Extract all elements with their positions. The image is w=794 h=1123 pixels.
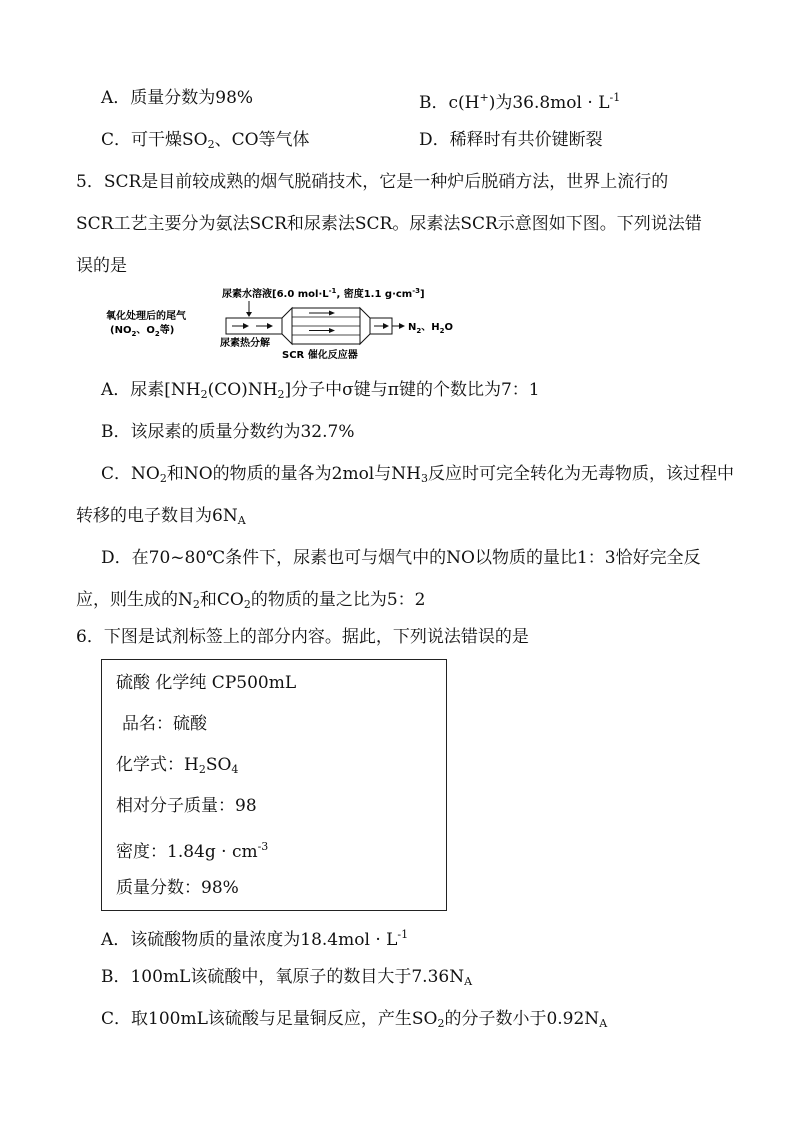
diagram-decomposition-label: 尿素热分解 bbox=[220, 338, 270, 349]
q6-stem: 6．下图是试剂标签上的部分内容。据此，下列说法错误的是 bbox=[76, 627, 529, 647]
q6-option-c: C．取100mL该硫酸与足量铜反应，产生$SO_2$的分子数小于$0.92N_A$ bbox=[101, 1009, 608, 1030]
q4-option-b: B．c(H+)为$36.8mol \cdot L^{-1}$ bbox=[419, 91, 621, 113]
reagent-label-box bbox=[101, 659, 447, 911]
q4-option-c: C．可干燥$SO_2$、CO等气体 bbox=[101, 130, 310, 151]
q5-stem-line1: 5．SCR是目前较成熟的烟气脱硝技术，它是一种炉后脱硝方法，世界上流行的 bbox=[76, 172, 669, 192]
diagram-top-label: 尿素水溶液[6.0 $mol\cdot L^{-1}$, 密度1.1 $g\cdot cm^{-3}$] bbox=[222, 287, 425, 300]
q5-stem-line2: SCR工艺主要分为氨法SCR和尿素法SCR。尿素法SCR示意图如下图。下列说法错 bbox=[76, 214, 702, 234]
diagram-input-label: 氧化处理后的尾气 bbox=[106, 311, 186, 322]
label-line-molar-mass: 相对分子质量：98 bbox=[116, 796, 257, 816]
q6-option-b: B．100mL该硫酸中，氧原子的数目大于$7.36N_A$ bbox=[101, 967, 473, 988]
q5-option-c-line2: 转移的电子数目为$6N_A$ bbox=[76, 506, 246, 527]
label-line-formula: 化学式：$H_2SO_4$ bbox=[116, 755, 239, 776]
diagram-output-label: $N_2$、$H_2O$ bbox=[408, 322, 454, 335]
scr-diagram bbox=[104, 284, 464, 364]
q5-option-d-line1: D．在70~80℃条件下，尿素也可与烟气中的NO以物质的量比1：3恰好完全反 bbox=[101, 548, 701, 568]
q5-stem-line3: 误的是 bbox=[76, 256, 127, 276]
label-line-name: 品名：硫酸 bbox=[122, 714, 207, 734]
q4-option-d: D．稀释时有共价键断裂 bbox=[419, 130, 603, 150]
label-line-mass-fraction: 质量分数：98% bbox=[116, 878, 239, 898]
q5-option-a: A．尿素$[NH_2(CO)NH_2]$分子中σ键与π键的个数比为7：1 bbox=[101, 380, 540, 401]
q5-option-b: B．该尿素的质量分数约为32.7% bbox=[101, 422, 355, 442]
diagram-input-sub-label: ($NO_2$、$O_2$等) bbox=[110, 325, 175, 338]
q5-option-c-line1: C．$NO_2$和NO的物质的量各为2mol与$NH_3$反应时可完全转化为无毒物质，该过程中 bbox=[101, 464, 734, 485]
q5-option-d-line2: 应，则生成的$N_2$和$CO_2$的物质的量之比为5：2 bbox=[76, 590, 426, 611]
q6-option-a: A．该硫酸物质的量浓度为$18.4mol \cdot L^{-1}$ bbox=[101, 928, 409, 950]
injection-arrowhead bbox=[246, 312, 252, 317]
label-line-density: 密度：$1.84g \cdot cm^{-3}$ bbox=[116, 840, 269, 862]
label-line-title: 硫酸 化学纯 CP500mL bbox=[116, 673, 297, 693]
q4-option-a: A．质量分数为98% bbox=[101, 88, 254, 108]
outlet-cone bbox=[360, 308, 370, 344]
diagram-reactor-label: SCR 催化反应器 bbox=[282, 350, 358, 361]
inlet-cone bbox=[282, 308, 292, 344]
